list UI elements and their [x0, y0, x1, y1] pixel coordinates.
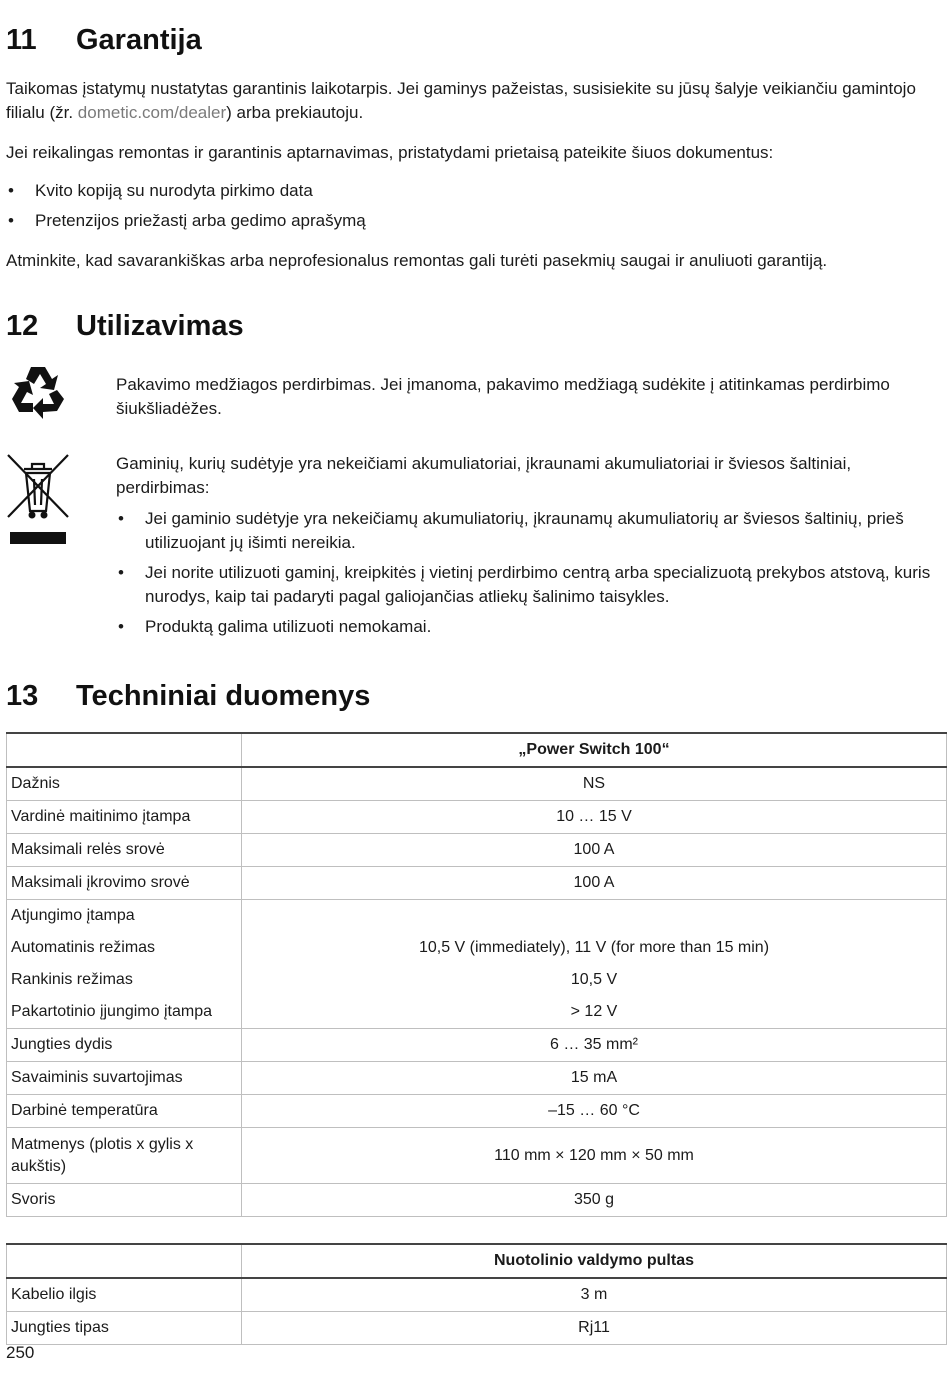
table-row [7, 964, 947, 996]
table-cell-value: 3 m [242, 1278, 947, 1312]
page-number: 250 [6, 1343, 35, 1362]
weee-list [116, 507, 936, 639]
table-row [7, 834, 947, 867]
weee-paragraph: Gaminių, kurių sudėtyje yra nekeičiami akumuliatoriai, įkraunami akumuliatoriai ir šviesos šaltiniai, perdirbimas: [116, 454, 852, 497]
table-row [7, 996, 947, 1029]
section-number: 12 [6, 310, 39, 342]
table-cell-key: Savaiminis suvartojimas [7, 1062, 242, 1095]
crossed-bin-icon [6, 453, 70, 552]
list-item: • Jei norite utilizuoti gaminį, kreipkitės į vietinį perdirbimo centrą arba specializuotą prekybos atstovą, kuris nurodys, kaip tai padaryti pagal galiojančias atliekų šalinimo taisykles. [116, 561, 936, 609]
spec-table-power-switch [6, 732, 947, 1217]
section-11-heading [6, 24, 202, 57]
repair-paragraph: Jei reikalingas remontas ir garantinis aptarnavimas, pristatydami prietaisą pateikite šiuos dokumentus: [6, 143, 774, 162]
warranty-document-list [6, 179, 936, 239]
table-cell-key: Atjungimo įtampa [7, 900, 242, 933]
table-header-product: „Power Switch 100“ [242, 733, 947, 767]
table-header-row [7, 1244, 947, 1278]
table-cell-value: 110 mm × 120 mm × 50 mm [242, 1128, 947, 1184]
recycling-paragraph: Pakavimo medžiagos perdirbimas. Jei įmanoma, pakavimo medžiagą sudėkite į atitinkamas perdirbimo šiukšliadėžes. [116, 375, 890, 418]
table-row [7, 1278, 947, 1312]
table-row [7, 1095, 947, 1128]
list-item: • Produktą galima utilizuoti nemokamai. [116, 615, 936, 639]
dealer-link[interactable]: dometic.com/dealer [77, 103, 227, 122]
table-cell-key: Jungties tipas [7, 1312, 242, 1345]
table-cell-key: Jungties dydis [7, 1029, 242, 1062]
section-title: Techniniai duomenys [76, 680, 371, 712]
table-cell-value: 350 g [242, 1184, 947, 1217]
recycle-icon [6, 363, 70, 432]
table-header-row [7, 733, 947, 767]
table-row [7, 867, 947, 900]
table-cell-key: Maksimali relės srovė [7, 834, 242, 867]
table-cell-value: 15 mA [242, 1062, 947, 1095]
table-cell-key: Vardinė maitinimo įtampa [7, 801, 242, 834]
section-title: Garantija [76, 24, 202, 56]
table-cell-key: Maksimali įkrovimo srovė [7, 867, 242, 900]
table-cell-key: Dažnis [7, 767, 242, 801]
table-cell-value [242, 900, 947, 933]
table-cell-key: Rankinis režimas [7, 964, 242, 996]
table-header-empty [7, 1244, 242, 1278]
table-cell-value: Rj11 [242, 1312, 947, 1345]
table-cell-value: 100 A [242, 834, 947, 867]
table-cell-value: 6 … 35 mm² [242, 1029, 947, 1062]
section-number: 11 [6, 24, 37, 56]
list-item: • Kvito kopiją su nurodyta pirkimo data [6, 179, 936, 203]
table-cell-key [7, 1128, 242, 1184]
table-cell-key: Kabelio ilgis [7, 1278, 242, 1312]
table-cell-key: Automatinis režimas [7, 932, 242, 964]
table-cell-value: 10,5 V [242, 964, 947, 996]
list-item: • Pretenzijos priežastį arba gedimo aprašymą [6, 209, 936, 233]
table-cell-key: Pakartotinio įjungimo įtampa [7, 996, 242, 1029]
table-cell-key-text: Matmenys (plotis x gylis x aukštis) [11, 1135, 194, 1175]
table-row [7, 1029, 947, 1062]
weee-block [116, 452, 936, 645]
table-cell-value: NS [242, 767, 947, 801]
table-row [7, 900, 947, 933]
table-row [7, 1128, 947, 1184]
table-row [7, 767, 947, 801]
table-cell-value: 10 … 15 V [242, 801, 947, 834]
section-title: Utilizavimas [76, 310, 244, 342]
warranty-text-b: ) arba prekiautoju. [226, 103, 364, 122]
section-13-heading [6, 680, 370, 713]
section-number: 13 [6, 680, 39, 712]
table-cell-value: –15 … 60 °C [242, 1095, 947, 1128]
repair-warning-paragraph: Atminkite, kad savarankiškas arba neprofesionalus remontas gali turėti pasekmių saugai ir anuliuoti garantiją. [6, 251, 828, 270]
list-item: • Jei gaminio sudėtyje yra nekeičiamų akumuliatorių, įkraunamų akumuliatorių ar šviesos šaltinių, prieš utilizuojant jų išimti nereikia. [116, 507, 936, 555]
warranty-text-a: Taikomas įstatymų nustatytas garantinis laikotarpis. Jei gaminys pažeistas, susisiekite su jūsų šalyje veikiančiu gamintojo filialu (žr. [6, 79, 916, 122]
table-header-product: Nuotolinio valdymo pultas [242, 1244, 947, 1278]
table-row [7, 932, 947, 964]
table-row [7, 1184, 947, 1217]
spec-table-remote-control [6, 1243, 947, 1345]
table-row [7, 1312, 947, 1345]
table-header-empty [7, 733, 242, 767]
table-row [7, 1062, 947, 1095]
warranty-paragraph [6, 77, 936, 125]
table-cell-value: 10,5 V (immediately), 11 V (for more than 15 min) [242, 932, 947, 964]
table-cell-value: > 12 V [242, 996, 947, 1029]
table-cell-key: Darbinė temperatūra [7, 1095, 242, 1128]
table-cell-key: Svoris [7, 1184, 242, 1217]
section-12-heading [6, 310, 244, 343]
table-row [7, 801, 947, 834]
table-cell-value: 100 A [242, 867, 947, 900]
